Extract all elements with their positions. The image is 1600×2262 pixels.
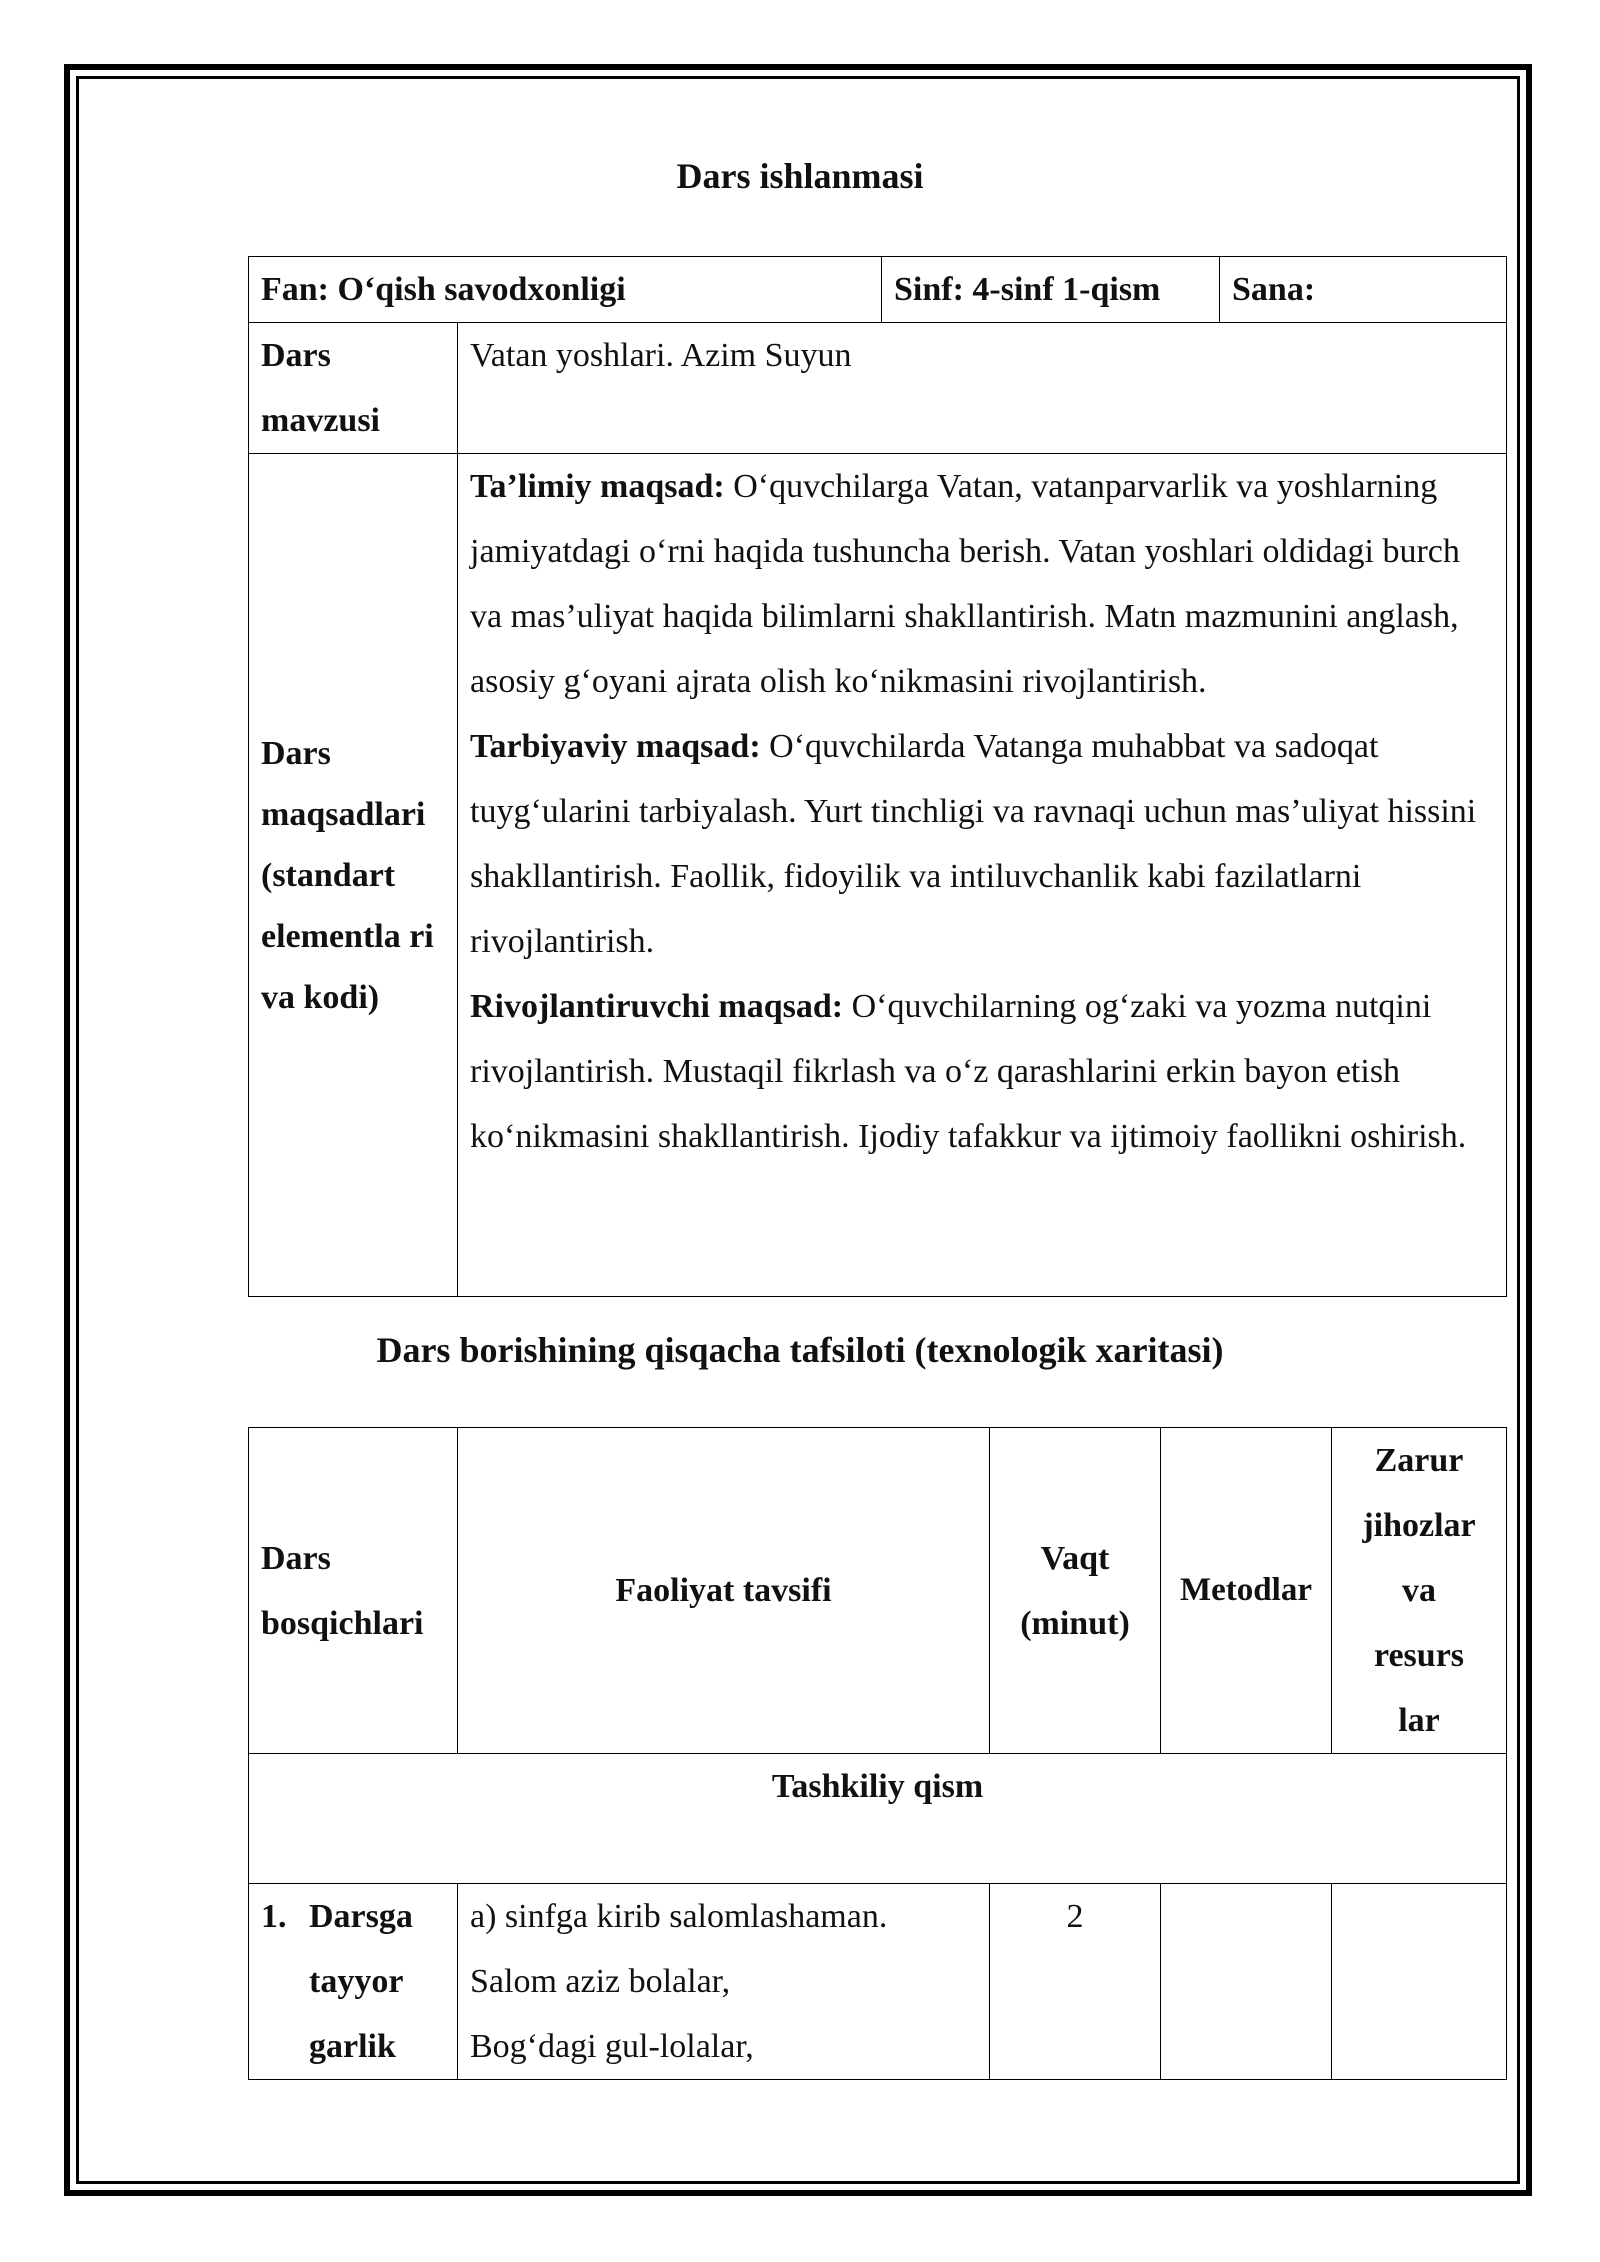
goals-label-line: maqsadlari	[261, 795, 426, 833]
goals-label-line: (standart	[261, 856, 396, 894]
plan-header-row	[249, 1428, 1507, 1754]
header-line: Dars	[261, 1539, 331, 1577]
activity-line: Salom aziz bolalar,	[470, 1963, 731, 2000]
activity-cell	[458, 1884, 990, 2080]
topic-label-line: Dars	[261, 337, 331, 374]
header-line: va	[1402, 1572, 1436, 1609]
methods-cell	[1161, 1884, 1332, 2080]
goals-label-line: va kodi)	[261, 978, 380, 1016]
header-resources	[1332, 1428, 1507, 1754]
educational-goal	[470, 454, 1498, 714]
topic-label-line: mavzusi	[261, 402, 380, 439]
info-row	[249, 257, 1507, 323]
resources-cell	[1332, 1884, 1507, 2080]
subject-cell: Fan: O‘qish savodxonligi	[249, 257, 882, 323]
goals-text	[458, 454, 1507, 1297]
stage-line: Darsga	[309, 1898, 413, 1935]
header-time	[990, 1428, 1161, 1754]
stage-line: tayyor	[309, 1963, 404, 2000]
topic-label	[249, 323, 458, 454]
stage-number: 1.	[261, 1898, 287, 1935]
lesson-plan-table	[248, 1427, 1507, 2080]
topic-value: Vatan yoshlari. Azim Suyun	[458, 323, 1507, 454]
header-stages	[249, 1428, 458, 1754]
header-line: jihozlar	[1362, 1507, 1476, 1544]
goal-text: O‘quvchilarda Vatanga muhabbat va sadoqat tuyg‘ularini tarbiyalash. Yurt tinchligi va ravnaqi uchun mas’uliyat hissini shakllantirish. Faollik, fidoyilik va intiluvchanlik kabi fazilatlarni rivojlantirish.	[470, 728, 1477, 960]
goal-text: O‘quvchilarning og‘zaki va yozma nutqini rivojlantirish. Mustaqil fikrlash va o‘z qarashlarini erkin bayon etish ko‘nikmasini shakllantirish. Ijodiy tafakkur va ijtimoiy faollikni oshirish.	[470, 988, 1467, 1155]
upbringing-goal	[470, 714, 1498, 974]
grade-cell: Sinf: 4-sinf 1-qism	[882, 257, 1220, 323]
header-methods: Metodlar	[1161, 1428, 1332, 1754]
header-activity: Faoliyat tavsifi	[458, 1428, 990, 1754]
lesson-info-table	[248, 256, 1507, 1297]
activity-line: Bog‘dagi gul-lolalar,	[470, 2028, 754, 2065]
goal-label: Ta’limiy maqsad:	[470, 468, 725, 505]
goal-text: O‘quvchilarga Vatan, vatanparvarlik va yoshlarning jamiyatdagi o‘rni haqida tushuncha berish. Vatan yoshlari oldidagi burch va mas’uliyat haqida bilimlarni shakllantirish. Matn mazmunini anglash, asosiy g‘oyani ajrata olish ko‘nikmasini rivojlantirish.	[470, 468, 1460, 700]
topic-row	[249, 323, 1507, 454]
goal-label: Rivojlantiruvchi maqsad:	[470, 988, 844, 1025]
date-cell: Sana:	[1220, 257, 1507, 323]
developmental-goal	[470, 974, 1498, 1169]
section-row	[249, 1754, 1507, 1884]
goal-label: Tarbiyaviy maqsad:	[470, 728, 761, 765]
stage-name	[309, 1884, 413, 2079]
header-line: Vaqt	[1040, 1539, 1110, 1577]
goals-label-line: Dars	[261, 734, 331, 772]
section-title: Dars borishining qisqacha tafsiloti (texnologik xaritasi)	[376, 1330, 1224, 1370]
goals-label-line: elementla ri	[261, 917, 434, 955]
header-line: lar	[1398, 1702, 1440, 1739]
header-line: Zarur	[1374, 1442, 1464, 1479]
time-cell: 2	[990, 1884, 1161, 2080]
stage-cell	[249, 1884, 458, 2080]
table-row	[249, 1884, 1507, 2080]
goals-label	[249, 454, 458, 1297]
activity-line: a) sinfga kirib salomlashaman.	[470, 1898, 888, 1935]
document-title: Dars ishlanmasi	[676, 156, 924, 196]
header-line: (minut)	[1020, 1604, 1130, 1642]
goals-row	[249, 454, 1507, 1297]
stage-item	[261, 1884, 445, 2079]
header-line: bosqichlari	[261, 1604, 424, 1642]
stage-line: garlik	[309, 2028, 396, 2065]
section-row-label: Tashkiliy qism	[249, 1754, 1507, 1884]
header-line: resurs	[1373, 1637, 1465, 1674]
